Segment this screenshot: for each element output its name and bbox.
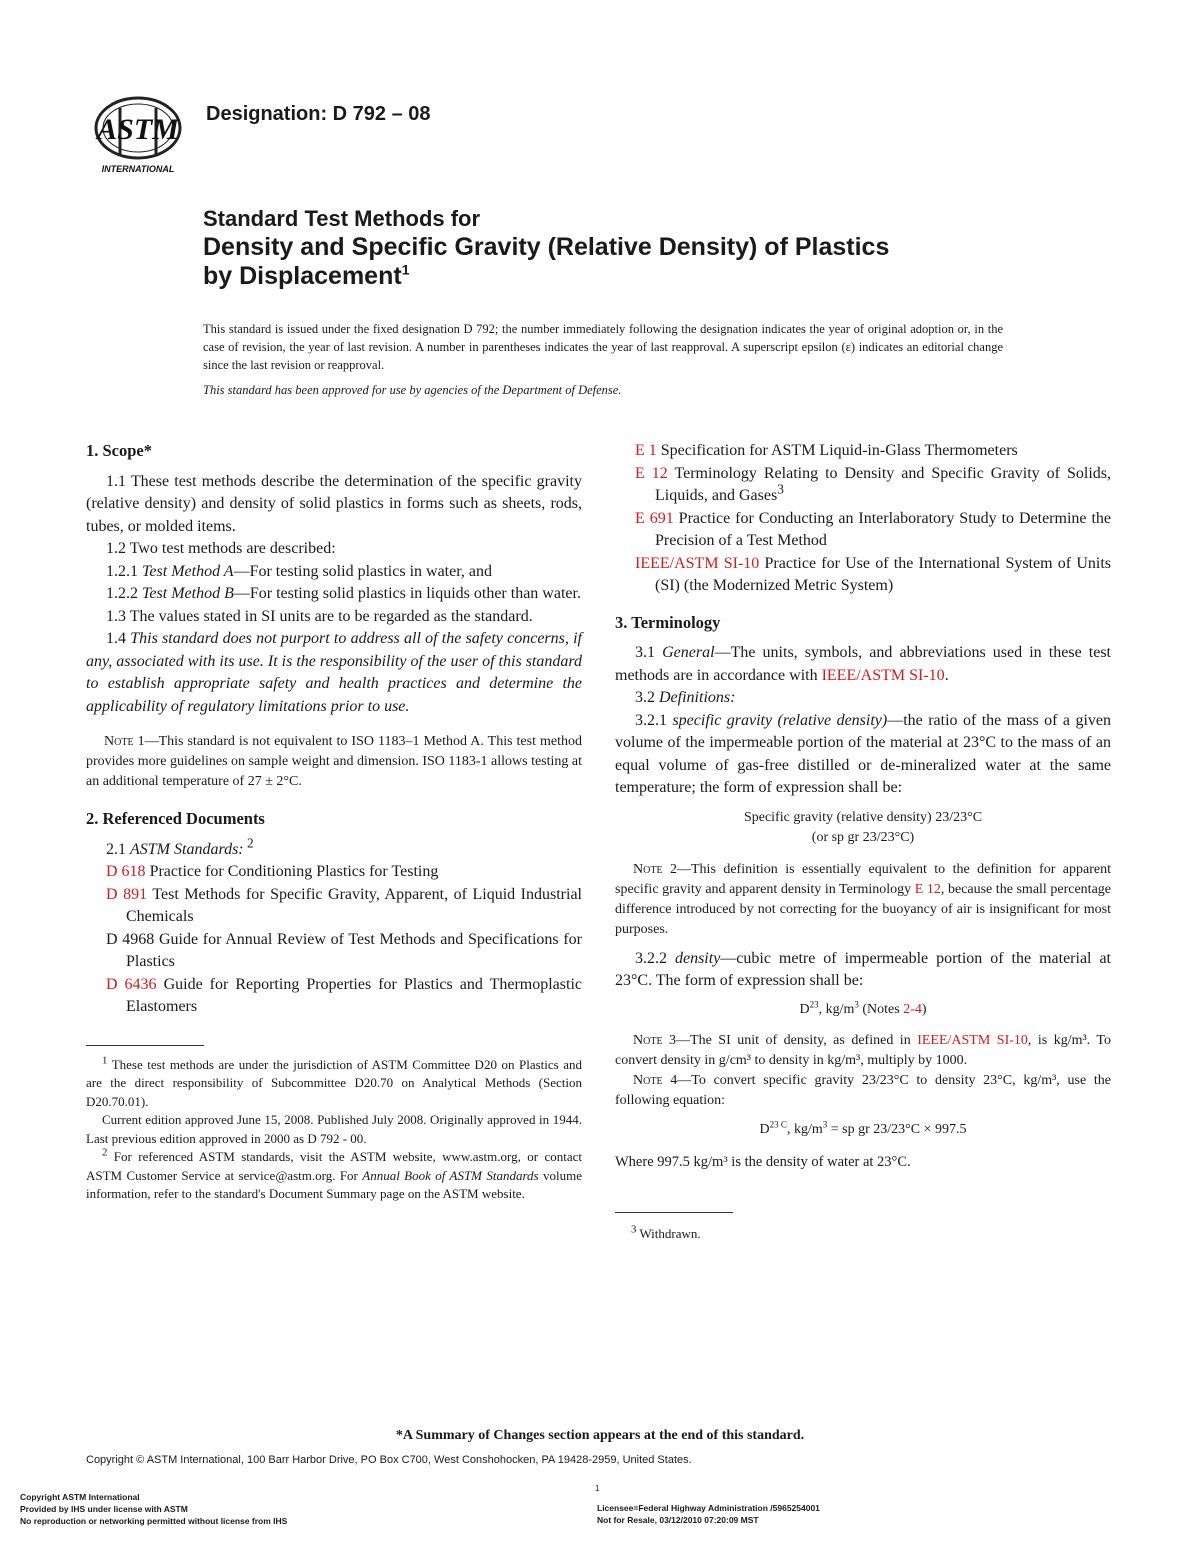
svg-text:ASTM: ASTM (97, 113, 179, 146)
footnote-3: $^3$ Withdrawn. (631, 1223, 701, 1241)
ref-link-e691[interactable]: E 691 (635, 509, 674, 527)
title-line-1: Standard Test Methods for (203, 206, 481, 231)
equation-specific-gravity: Specific gravity (relative density) 23/23°C (or sp gr 23/23°C) (743, 809, 983, 845)
right-column (615, 440, 1111, 1243)
ref-ieee-si10: IEEE/ASTM SI-10 Practice for Use of the International System of Units (SI) (the Modernized Metric System) (635, 554, 1111, 594)
issue-note: This standard is issued under the fixed designation D 792; the number immediately following the designation indicates the year of original adoption or, in the case of revision, the year of last revision. A number in parentheses indicates the year of last reapproval. A superscript epsilon (ε) indicates an editorial change since the last revision or reapproval. (203, 322, 1003, 372)
note-3: Note 3—The SI unit of density, as defined in IEEE/ASTM SI-10, is kg/m³. To convert density in g/cm³ to density in kg/m³, multiply by 1000. (615, 1033, 1111, 1068)
document-title (203, 204, 889, 291)
note-2: Note 2—This definition is essentially equivalent to the definition for apparent specific gravity and apparent density in Terminology E 12, because the small percentage difference introduced by not correcting for the buoyancy of air is insignificant for most purposes. (615, 861, 1111, 937)
title-line-2: Density and Specific Gravity (Relative Density) of Plastics (203, 233, 890, 261)
dod-approval-note: This standard has been approved for use by agencies of the Department of Defense. (203, 383, 622, 397)
footnote-1: $^1$ These test methods are under the jurisdiction of ASTM Committee D20 on Plastics and are the direct responsibility of Subcommittee D20.70 on Analytical Methods (Section D20.70.01). (86, 1054, 582, 1109)
para-1-2-1: 1.2.1 Test Method A—For testing solid plastics in water, and (106, 562, 492, 580)
section-heading-terminology: 3. Terminology (615, 612, 721, 632)
ref-d4968: D 4968 Guide for Annual Review of Test Methods and Specifications for Plastics (106, 930, 583, 970)
section-heading-referenced-documents: 2. Referenced Documents (86, 809, 265, 828)
para-1-1: 1.1 These test methods describe the determination of the specific gravity (relative density) and density of solid plastics in forms such as sheets, rods, tubes, or molded items. (86, 472, 582, 535)
astm-logo (88, 94, 188, 176)
svg-text:INTERNATIONAL: INTERNATIONAL (101, 164, 175, 174)
copyright-line: Copyright © ASTM International, 100 Barr Harbor Drive, PO Box C700, West Conshohocken, PA 19428-2959, United States. (86, 1454, 692, 1466)
page-number: 1 (595, 1484, 600, 1493)
para-1-2: 1.2 Two test methods are described: (106, 540, 336, 557)
equation-conversion: $D^{23 C}$, $kg/m^3$ = sp gr 23/23°C × 997.5 (759, 1119, 967, 1137)
ref-e12: E 12 Terminology Relating to Density and Specific Gravity of Solids, Liquids, and Gases$^3$ (635, 464, 1111, 504)
para-1-3: 1.3 The values stated in SI units are to be regarded as the standard. (106, 607, 533, 625)
astm-logo-icon (88, 94, 188, 176)
ref-e1: E 1 Specification for ASTM Liquid-in-Glass Thermometers (635, 442, 1018, 459)
ref-d891: D 891 Test Methods for Specific Gravity, Apparent, of Liquid Industrial Chemicals (106, 885, 583, 925)
ref-link-d618[interactable]: D 618 (106, 863, 146, 880)
section-heading-scope: 1. Scope* (86, 441, 152, 460)
ref-d618: D 618 Practice for Conditioning Plastics for Testing (106, 863, 439, 880)
ref-link-d891[interactable]: D 891 (106, 885, 148, 903)
footnote-2: $^2$ For referenced ASTM standards, visit the ASTM website, www.astm.org, or contact ASTM Customer Service at service@astm.org. For Annual Book of ASTM Standards volume information, refer to the standard's Document Summary page on the ASTM website. (86, 1146, 582, 1201)
note-1: Note 1—This standard is not equivalent to ISO 1183–1 Method A. This test method provides more guidelines on sample weight and dimension. ISO 1183-1 allows testing at an additional temperature of 27 ± 2°C. (86, 734, 583, 789)
ref-link-e12[interactable]: E 12 (635, 464, 668, 482)
designation: Designation: D 792 – 08 (206, 103, 431, 125)
summary-of-changes-note: *A Summary of Changes section appears at the end of this standard. (395, 1428, 805, 1443)
equation-density: $D^{23}$, $kg/m^3$ (Notes 2-4) (799, 998, 927, 1017)
footer-license-left: Copyright ASTM International Provided by IHS under license with ASTM No reproduction or networking permitted without license from IHS (20, 1492, 288, 1526)
ref-link-e1[interactable]: E 1 (635, 442, 657, 459)
astm-standards-list-continued (615, 440, 1111, 598)
footnote-1-edition: Current edition approved June 15, 2008. Published July 2008. Originally approved in 1944. Last previous edition approved in 2000 as D 792 - 00. (86, 1112, 582, 1146)
para-3-1: 3.1 General—The units, symbols, and abbreviations used in these test methods are in accordance with IEEE/ASTM SI-10. (615, 644, 1112, 684)
ref-link-d6436[interactable]: D 6436 (106, 975, 157, 993)
para-3-2-2: 3.2.2 density—cubic metre of impermeable portion of the material at 23°C. The form of expression shall be: (615, 949, 1112, 989)
title-line-3: by Displacement$^1$ (203, 261, 410, 290)
ref-e691: E 691 Practice for Conducting an Interlaboratory Study to Determine the Precision of a Test Method (635, 509, 1111, 549)
ref-link-ieee-si10[interactable]: IEEE/ASTM SI-10 (635, 554, 760, 572)
title-footnote-mark[interactable]: 1 (401, 261, 410, 278)
astm-standards-list (86, 861, 582, 1019)
link-e12[interactable]: E 12 (914, 881, 941, 897)
note-4: Note 4—To convert specific gravity 23/23°C to density 23°C, kg/m³, use the following equation: (615, 1073, 1111, 1108)
para-1-2-2: 1.2.2 Test Method B—For testing solid plastics in liquids other than water. (106, 585, 581, 602)
footer-license-right: Licensee=Federal Highway Administration /5965254001 Not for Resale, 03/12/2010 07:20:09 MST (597, 1503, 820, 1525)
para-2-1: 2.1 ASTM Standards: $^2$ (106, 835, 254, 858)
link-ieee-si10[interactable]: IEEE/ASTM SI-10 (821, 666, 945, 684)
link-ieee-si10-note[interactable]: IEEE/ASTM SI-10 (917, 1033, 1028, 1048)
ref-d6436: D 6436 Guide for Reporting Properties for Plastics and Thermoplastic Elastomers (106, 975, 582, 1015)
para-3-2-1: 3.2.1 specific gravity (relative density)—the ratio of the mass of a given volume of the impermeable portion of the material at 23°C to the mass of an equal volume of gas-free distilled or de-mineralized water at the same temperature; the form of expression shall be: (615, 711, 1112, 796)
left-column (86, 440, 582, 1204)
para-1-4: 1.4 This standard does not purport to address all of the safety concerns, if any, associated with its use. It is the responsibility of the user of this standard to establish appropriate safety and health practices and determine the applicability of regulatory limitations prior to use. (86, 630, 583, 715)
link-notes-2-4[interactable]: 2-4 (903, 1001, 922, 1017)
where-text: Where 997.5 kg/m³ is the density of water at 23°C. (615, 1153, 911, 1170)
para-3-2: 3.2 Definitions: (635, 689, 736, 706)
